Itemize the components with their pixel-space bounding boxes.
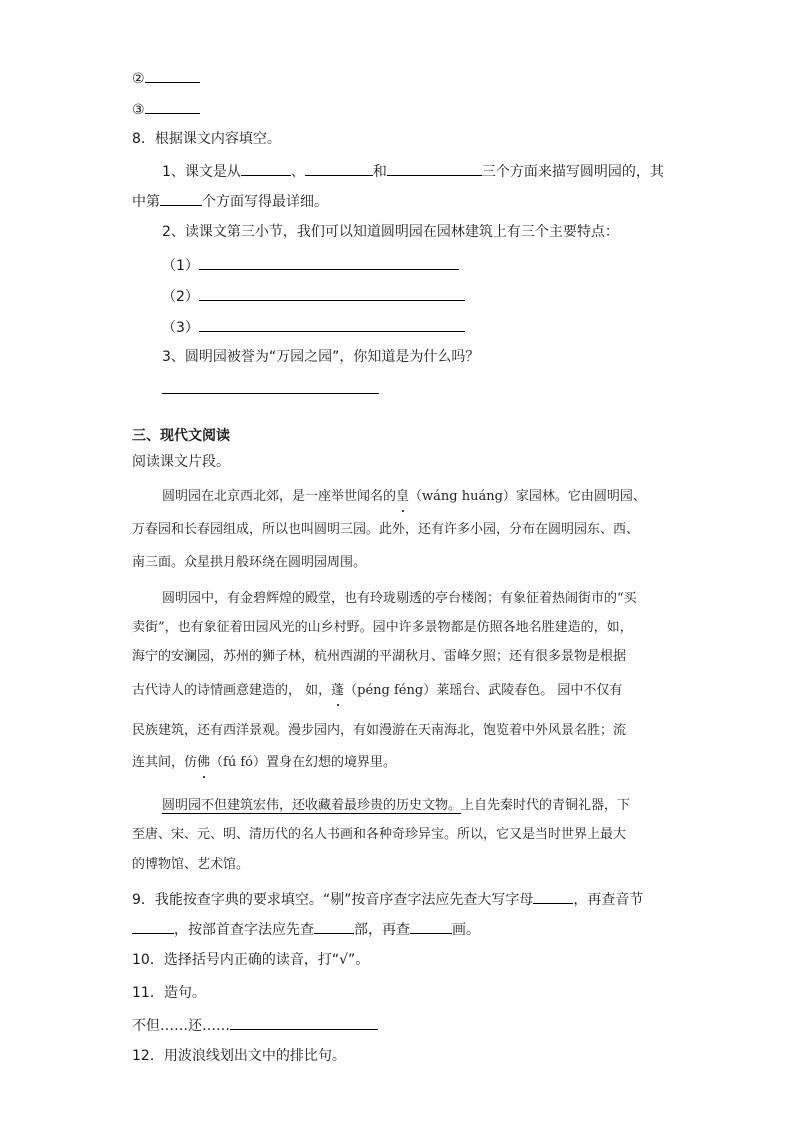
question-11-title: 11．造句。 (132, 985, 206, 1001)
underlined-sentence: 圆明园不但建筑宏伟，还收藏着最珍贵的历史文物。 (162, 798, 462, 813)
q8-feature-3: （3） (162, 316, 465, 338)
answer-blank[interactable] (199, 254, 459, 270)
question-12: 12．用波浪线划出文中的排比句。 (132, 1048, 346, 1064)
q8-feature-2: （2） (162, 285, 465, 307)
answer-blank[interactable] (410, 918, 452, 934)
question-10: 10．选择括号内正确的读音，打“√”。 (132, 952, 370, 968)
dotted-character: 蓬 (331, 681, 344, 701)
answer-blank[interactable] (160, 190, 202, 206)
answer-blank[interactable] (533, 888, 573, 904)
passage-line: 圆明园在北京西北郊，是一座举世闻名的皇（wáng huáng）家园林。它由圆明园、 (162, 487, 646, 507)
q8-sentence-3: 3、圆明园被誉为“万园之园”，你知道是为什么吗？ (162, 349, 480, 365)
question-9: 9．我能按查字典的要求填空。“剔”按音序查字法应先查大写字母 ，再查音节 (132, 888, 643, 910)
answer-blank[interactable] (305, 160, 373, 176)
passage-line: 圆明园中，有金碧辉煌的殿堂，也有玲珑剔透的亭台楼阁；有象征着热闹街市的“买 (162, 591, 637, 606)
passage-line: 圆明园不但建筑宏伟，还收藏着最珍贵的历史文物。上自先秦时代的青铜礼器，下 (162, 798, 631, 813)
answer-blank[interactable] (132, 918, 174, 934)
question-11-prompt: 不但……还…… (132, 1014, 378, 1036)
passage-line: 南三面。众星拱月般环绕在圆明园周围。 (132, 555, 367, 570)
passage-line: 海宁的安澜园，苏州的狮子林，杭州西湖的平湖秋月、雷峰夕照；还有很多景物是根据 (132, 649, 627, 664)
passage-line: 古代诗人的诗情画意建造的， 如，蓬（péng féng）莱瑶台、武陵春色。 园中不仅有 (132, 681, 622, 701)
q8-sentence-1-cont: 中第 个方面写得最详细。 (132, 190, 328, 212)
section-title: 三、现代文阅读 (132, 428, 230, 444)
question-8-title: 8．根据课文内容填空。 (132, 131, 281, 147)
question-9-cont: ，按部首查字法应先查 部，再查 画。 (132, 918, 480, 940)
answer-blank[interactable] (230, 1014, 378, 1030)
q8-answer-line (162, 378, 379, 400)
passage-line: 万春园和长春园组成，所以也叫圆明三园。此外，还有许多小园，分布在圆明园东、西、 (132, 522, 640, 537)
passage-line: 连其间，仿佛（fú fó）置身在幻想的境界里。 (132, 753, 396, 773)
q8-feature-1: （1） (162, 254, 459, 276)
passage-line: 至唐、宋、元、明、清历代的名人书画和各种奇珍异宝。所以，它又是当时世界上最大 (132, 827, 627, 842)
q7-item-3: ③ (132, 98, 200, 120)
dotted-character: 皇 (396, 487, 409, 507)
q8-sentence-1: 1、课文是从 、 和 三个方面来描写圆明园的，其 (162, 160, 664, 182)
answer-blank[interactable] (145, 67, 200, 83)
answer-blank[interactable] (387, 160, 482, 176)
answer-blank[interactable] (199, 316, 465, 332)
passage-line: 的博物馆、艺术馆。 (132, 857, 250, 872)
passage-line: 卖街”，也有象征着田园风光的山乡村野。园中许多景物都是仿照各地名胜建造的，如， (132, 620, 633, 635)
answer-blank[interactable] (199, 285, 465, 301)
answer-blank[interactable] (145, 98, 200, 114)
section-intro: 阅读课文片段。 (132, 454, 230, 470)
answer-blank[interactable] (241, 160, 291, 176)
q7-item-2: ② (132, 67, 200, 89)
dotted-character: 佛 (197, 753, 210, 773)
answer-blank[interactable] (162, 378, 379, 394)
answer-blank[interactable] (314, 918, 354, 934)
q8-sentence-2: 2、读课文第三小节，我们可以知道圆明园在园林建筑上有三个主要特点： (162, 224, 619, 240)
passage-line: 民族建筑，还有西洋景观。漫步园内，有如漫游在天南海北，饱览着中外风景名胜；流 (132, 723, 627, 738)
